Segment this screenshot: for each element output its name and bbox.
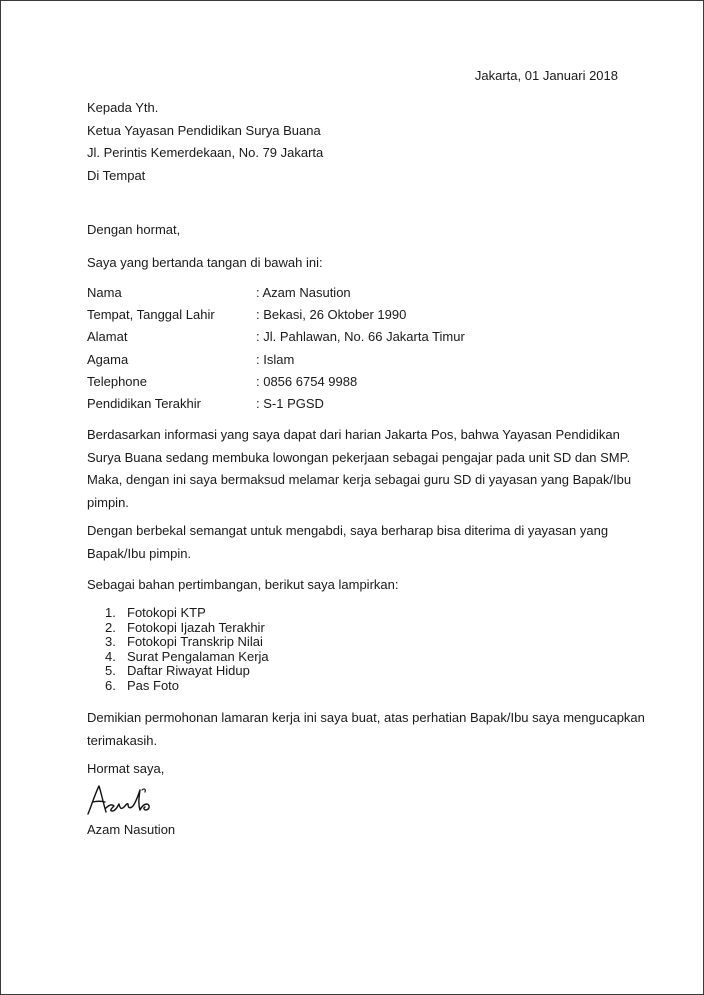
recipient-line: Kepada Yth. bbox=[87, 100, 159, 115]
body-paragraph bbox=[87, 424, 632, 514]
list-text: Surat Pengalaman Kerja bbox=[127, 648, 269, 664]
intro-text: Saya yang bertanda tangan di bawah ini: bbox=[87, 255, 323, 270]
signer-name: Azam Nasution bbox=[87, 822, 176, 837]
body-paragraph bbox=[87, 520, 627, 565]
list-number: 1. bbox=[105, 605, 116, 620]
recipient-line: Ketua Yayasan Pendidikan Surya Buana bbox=[87, 122, 321, 138]
info-value: : S-1 PGSD bbox=[256, 395, 324, 411]
info-value: : 0856 6754 9988 bbox=[256, 373, 358, 389]
info-row bbox=[87, 285, 507, 307]
list-text: Pas Foto bbox=[127, 677, 180, 693]
info-row bbox=[87, 307, 507, 329]
paragraph-line: Demikian permohonan lamaran kerja ini saya buat, atas perhatian Bapak/Ibu saya mengucapkan bbox=[87, 710, 645, 725]
signature-icon bbox=[84, 780, 168, 820]
paragraph-line: Berdasarkan informasi yang saya dapat dari harian Jakarta Pos, bahwa Yayasan Pendidikan bbox=[87, 427, 620, 442]
list-text: Fotokopi Transkrip Nilai bbox=[127, 634, 263, 650]
info-row bbox=[87, 352, 507, 374]
paragraph-line: terimakasih. bbox=[87, 732, 158, 748]
paragraph-line: Dengan berbekal semangat untuk mengabdi, saya berharap bisa diterima di yayasan yang bbox=[87, 523, 609, 538]
applicant-info-table bbox=[87, 285, 507, 418]
list-number: 4. bbox=[105, 648, 116, 664]
paragraph-line: Maka, dengan ini saya bermaksud melamar kerja sebagai guru SD di yayasan yang Bapak/Ibu bbox=[87, 472, 632, 487]
info-value: : Islam bbox=[256, 351, 295, 367]
list-text: Daftar Riwayat Hidup bbox=[127, 663, 250, 679]
paragraph-line: Sebagai bahan pertimbangan, berikut saya lampirkan: bbox=[87, 577, 399, 592]
info-label: Alamat bbox=[87, 329, 128, 345]
info-label: Pendidikan Terakhir bbox=[87, 395, 201, 411]
letter-date: Jakarta, 01 Januari 2018 bbox=[474, 68, 618, 83]
info-label: Nama bbox=[87, 285, 122, 300]
greeting: Dengan hormat, bbox=[87, 222, 181, 237]
list-number: 6. bbox=[105, 677, 116, 693]
closing-salutation: Hormat saya, bbox=[87, 761, 165, 776]
list-text: Fotokopi KTP bbox=[127, 605, 206, 620]
info-label: Tempat, Tanggal Lahir bbox=[87, 307, 215, 323]
recipient-block bbox=[87, 100, 323, 190]
paragraph-line: pimpin. bbox=[87, 494, 129, 510]
body-paragraph bbox=[87, 574, 627, 597]
list-number: 2. bbox=[105, 619, 116, 635]
info-row bbox=[87, 396, 507, 418]
signature-graphic bbox=[84, 780, 168, 820]
list-number: 5. bbox=[105, 663, 116, 679]
list-text: Fotokopi Ijazah Terakhir bbox=[127, 619, 265, 635]
body-paragraph bbox=[87, 707, 645, 752]
info-value: : Jl. Pahlawan, No. 66 Jakarta Timur bbox=[256, 329, 465, 345]
info-label: Telephone bbox=[87, 373, 147, 389]
recipient-line: Di Tempat bbox=[87, 167, 146, 183]
paragraph-line: Bapak/Ibu pimpin. bbox=[87, 545, 192, 561]
info-value: : Bekasi, 26 Oktober 1990 bbox=[256, 307, 407, 323]
paragraph-line: Surya Buana sedang membuka lowongan pekerjaan sebagai pengajar pada unit SD dan SMP. bbox=[87, 449, 631, 465]
info-row bbox=[87, 329, 507, 351]
info-row bbox=[87, 374, 507, 396]
recipient-line: Jl. Perintis Kemerdekaan, No. 79 Jakarta bbox=[87, 145, 324, 160]
info-value: : Azam Nasution bbox=[256, 285, 351, 300]
list-number: 3. bbox=[105, 634, 116, 650]
info-label: Agama bbox=[87, 351, 129, 367]
